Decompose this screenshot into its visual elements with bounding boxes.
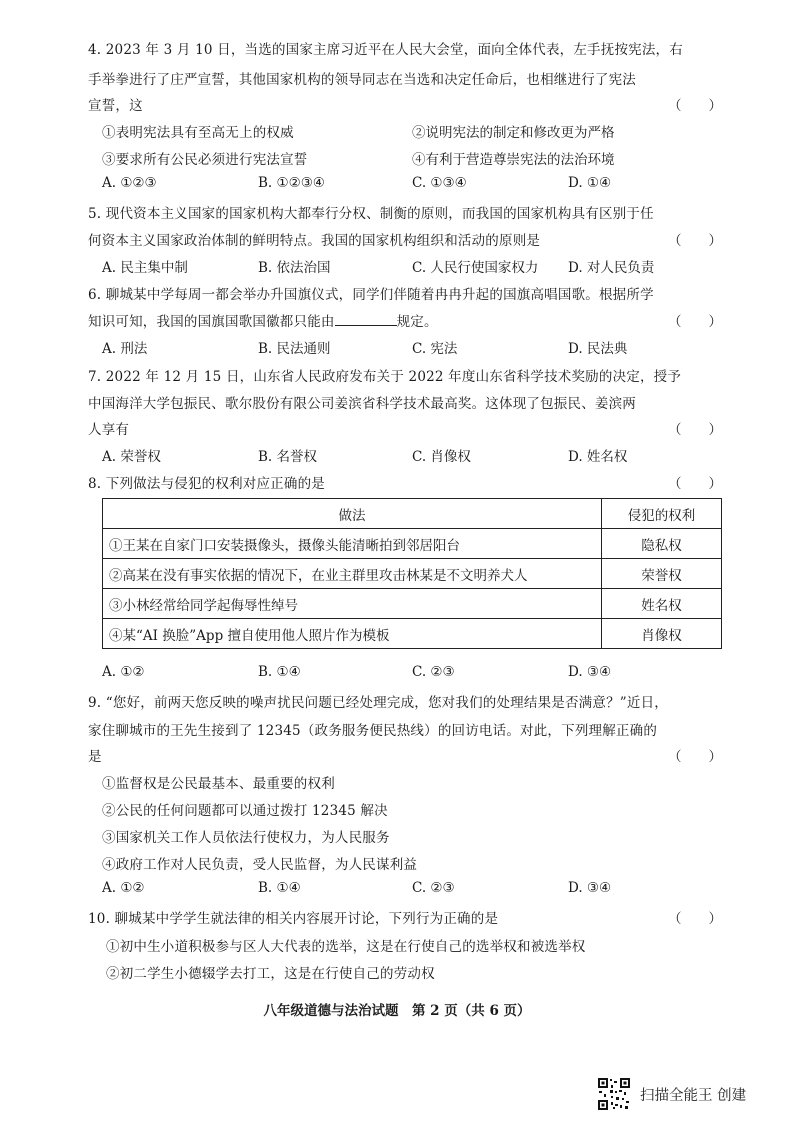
q8-option-b: B. ①④ xyxy=(258,664,301,680)
table-header-right: 侵犯的权利 xyxy=(602,499,722,529)
q9-answer-paren: （ ） xyxy=(668,749,722,765)
q5-option-b: B. 依法治国 xyxy=(258,260,331,276)
q6-answer-paren: （ ） xyxy=(668,314,722,330)
page-footer: 八年级道德与法治试题 第 2 页（共 6 页） xyxy=(263,1003,531,1019)
q9-item-4: ④政府工作对人民负责，受人民监督，为人民谋利益 xyxy=(102,857,418,873)
q5-option-c: C. 人民行使国家权力 xyxy=(412,260,539,276)
q5-stem-line-1: 5. 现代资本主义国家的国家机构大都奉行分权、制衡的原则，而我国的国家机构具有区别于任 xyxy=(88,206,654,222)
q10-item-2: ②初二学生小德辍学去打工，这是在行使自己的劳动权 xyxy=(106,966,435,982)
q4-option-a: A. ①②③ xyxy=(102,175,157,191)
q6-option-d: D. 民法典 xyxy=(568,341,628,357)
table-row xyxy=(103,559,722,589)
table-header-row xyxy=(103,499,722,529)
q8-rights-table xyxy=(102,498,722,649)
q9-stem-line-1: 9. “您好，前两天您反映的噪声扰民问题已经处理完成，您对我们的处理结果是否满意？”近日， xyxy=(88,695,668,711)
q8-option-a: A. ①② xyxy=(102,664,145,680)
table-cell-right: 肖像权 xyxy=(602,619,722,649)
q8-stem-line-1: 8. 下列做法与侵犯的权利对应正确的是 xyxy=(88,476,325,492)
q7-option-d: D. 姓名权 xyxy=(568,449,628,465)
q8-option-c: C. ②③ xyxy=(412,664,455,680)
q9-stem-line-3: 是 xyxy=(88,749,102,765)
table-cell-practice: ③小林经常给同学起侮辱性绰号 xyxy=(103,589,602,619)
q8-option-d: D. ③④ xyxy=(568,664,612,680)
q6-option-b: B. 民法通则 xyxy=(258,341,331,357)
q4-item-3: ③要求所有公民必须进行宪法宣誓 xyxy=(102,152,308,168)
q7-stem-line-2: 中国海洋大学包振民、歌尔股份有限公司姜滨省科学技术最高奖。这体现了包振民、姜滨两 xyxy=(88,396,636,412)
q4-option-d: D. ①④ xyxy=(568,175,612,191)
table-header-practice: 做法 xyxy=(103,499,602,529)
q9-option-a: A. ①② xyxy=(102,880,145,896)
q9-option-b: B. ①④ xyxy=(258,880,301,896)
table-row xyxy=(103,619,722,649)
q7-stem-line-1: 7. 2022 年 12 月 15 日，山东省人民政府发布关于 2022 年度山东省科学技术奖励的决定，授予 xyxy=(88,369,682,385)
q9-option-c: C. ②③ xyxy=(412,880,455,896)
q7-option-a: A. 荣誉权 xyxy=(102,449,161,465)
q4-item-2: ②说明宪法的制定和修改更为严格 xyxy=(412,125,615,141)
q4-option-b: B. ①②③④ xyxy=(258,175,325,191)
q5-option-d: D. 对人民负责 xyxy=(568,260,655,276)
q4-item-4: ④有利于营造尊崇宪法的法治环境 xyxy=(412,152,615,168)
q9-item-1: ①监督权是公民最基本、最重要的权利 xyxy=(102,776,335,792)
q9-option-d: D. ③④ xyxy=(568,880,612,896)
table-cell-right: 荣誉权 xyxy=(602,559,722,589)
q4-item-1: ①表明宪法具有至高无上的权威 xyxy=(102,125,294,141)
q10-item-1: ①初中生小道积极参与区人大代表的选举，这是在行使自己的选举权和被选举权 xyxy=(106,939,586,955)
q7-stem-line-3: 人享有 xyxy=(88,422,130,438)
scanner-watermark-label: 扫描全能王 创建 xyxy=(640,1088,747,1104)
q7-option-b: B. 名誉权 xyxy=(258,449,318,465)
q6-stem-line-1: 6. 聊城某中学每周一都会举办升国旗仪式，同学们伴随着冉冉升起的国旗高唱国歌。根据所学 xyxy=(88,287,654,303)
q5-stem-line-2: 何资本主义国家政治体制的鲜明特点。我国的国家机构组织和活动的原则是 xyxy=(88,233,541,249)
table-cell-practice: ②高某在没有事实依据的情况下，在业主群里攻击林某是不文明养犬人 xyxy=(103,559,602,589)
q4-stem-line-1: 4. 2023 年 3 月 10 日，当选的国家主席习近平在人民大会堂，面向全体代表，左手抚按宪法，右 xyxy=(88,42,683,58)
table-row xyxy=(103,529,722,559)
q7-answer-paren: （ ） xyxy=(668,422,722,438)
q4-answer-paren: （ ） xyxy=(668,98,722,114)
table-row xyxy=(103,589,722,619)
table-cell-right: 隐私权 xyxy=(602,529,722,559)
q6-stem-text-before-blank: 知识可知，我国的国旗国歌国徽都只能由 xyxy=(88,314,335,330)
q4-option-c: C. ①③④ xyxy=(412,175,467,191)
q6-stem-text-after-blank: 规定。 xyxy=(396,314,438,330)
q6-option-a: A. 刑法 xyxy=(102,341,148,357)
table-cell-practice: ④某“AI 换脸”App 擅自使用他人照片作为模板 xyxy=(103,619,602,649)
q10-answer-paren: （ ） xyxy=(668,911,722,927)
q9-item-3: ③国家机关工作人员依法行使权力，为人民服务 xyxy=(102,830,390,846)
q4-stem-line-2: 手举拳进行了庄严宣誓，其他国家机构的领导同志在当选和决定任命后，也相继进行了宪法 xyxy=(88,72,636,88)
q9-item-2: ②公民的任何问题都可以通过拨打 12345 解决 xyxy=(102,803,388,819)
qr-code-icon xyxy=(597,1077,631,1111)
q8-answer-paren: （ ） xyxy=(668,476,722,492)
q6-fill-blank xyxy=(335,313,397,326)
table-cell-right: 姓名权 xyxy=(602,589,722,619)
q5-answer-paren: （ ） xyxy=(668,233,722,249)
q9-stem-line-2: 家住聊城市的王先生接到了 12345（政务服务便民热线）的回访电话。对此，下列理解正确的 xyxy=(88,723,658,739)
q6-stem-line-2 xyxy=(88,310,438,330)
q5-option-a: A. 民主集中制 xyxy=(102,260,188,276)
q6-option-c: C. 宪法 xyxy=(412,341,458,357)
table-cell-practice: ①王某在自家门口安装摄像头，摄像头能清晰拍到邻居阳台 xyxy=(103,529,602,559)
q10-stem-line-1: 10. 聊城某中学学生就法律的相关内容展开讨论，下列行为正确的是 xyxy=(88,911,499,927)
q4-stem-line-3: 宣誓，这 xyxy=(88,98,143,114)
q7-option-c: C. 肖像权 xyxy=(412,449,471,465)
